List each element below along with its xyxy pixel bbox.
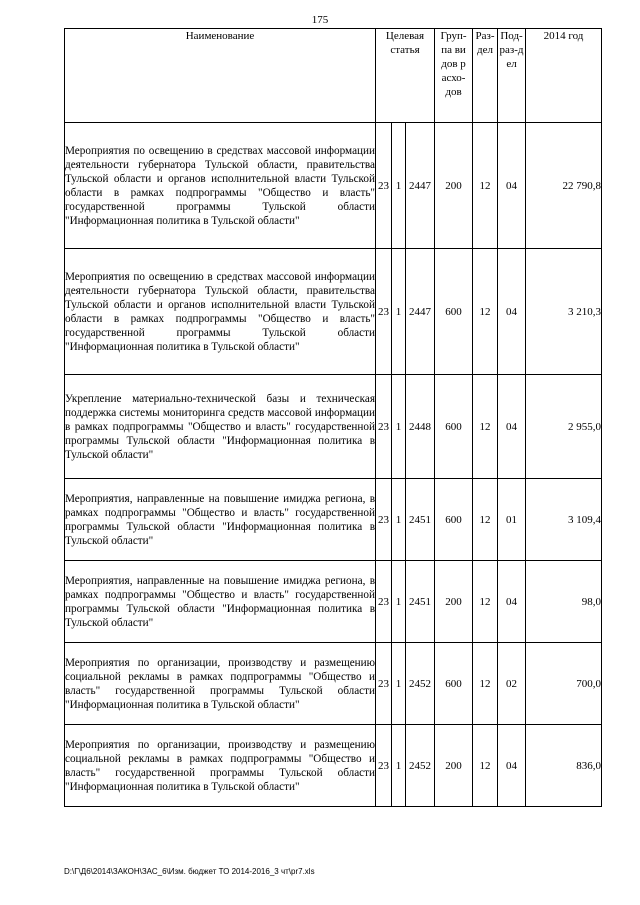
row-name: Мероприятия по организации, производству и размещению социальной рекламы в рамках подпрограммы "Общество и власть" государственной программы Тульской области "Информационная политика в Тульской области" [65,643,376,725]
row-article-program: 23 [376,123,392,249]
row-article-subprogram: 1 [392,123,406,249]
row-article-subprogram: 1 [392,479,406,561]
row-section: 12 [473,479,498,561]
table-row [65,643,602,725]
row-subsection: 04 [498,123,526,249]
row-amount: 98,0 [526,561,602,643]
row-name: Мероприятия, направленные на повышение имиджа региона, в рамках подпрограммы "Общество и власть" государственной программы Тульской области "Информационная политика в Тульской области" [65,479,376,561]
row-subsection: 01 [498,479,526,561]
row-article-code: 2451 [406,561,435,643]
row-article-program: 23 [376,479,392,561]
row-article-subprogram: 1 [392,643,406,725]
table-header-row [65,29,602,123]
row-subsection: 04 [498,725,526,807]
row-name: Мероприятия по организации, производству и размещению социальной рекламы в рамках подпрограммы "Общество и власть" государственной программы Тульской области "Информационная политика в Тульской области" [65,725,376,807]
row-article-code: 2447 [406,249,435,375]
row-amount: 22 790,8 [526,123,602,249]
header-expense-group: Груп-па видов расхо-дов [435,29,473,123]
row-article-program: 23 [376,375,392,479]
header-section: Раз-дел [473,29,498,123]
row-name: Мероприятия, направленные на повышение имиджа региона, в рамках подпрограммы "Общество и власть" государственной программы Тульской области "Информационная политика в Тульской области" [65,561,376,643]
row-article-subprogram: 1 [392,725,406,807]
row-subsection: 04 [498,561,526,643]
row-article-program: 23 [376,643,392,725]
row-article-subprogram: 1 [392,249,406,375]
header-target-article: Целевая статья [376,29,435,123]
row-amount: 3 109,4 [526,479,602,561]
row-expense-group: 600 [435,479,473,561]
row-article-code: 2448 [406,375,435,479]
row-subsection: 04 [498,375,526,479]
row-amount: 700,0 [526,643,602,725]
row-section: 12 [473,643,498,725]
row-section: 12 [473,123,498,249]
table-row [65,479,602,561]
table-row [65,249,602,375]
row-amount: 2 955,0 [526,375,602,479]
row-article-subprogram: 1 [392,561,406,643]
row-section: 12 [473,375,498,479]
budget-table [64,28,602,807]
header-year: 2014 год [526,29,602,123]
row-name: Мероприятия по освещению в средствах массовой информации деятельности губернатора Тульской области, правительства Тульской области и органов исполнительной власти Тульской области в рамках подпрограммы "Общество и власть" государственной программы Тульской области "Информационная политика в Тульской области" [65,249,376,375]
row-article-subprogram: 1 [392,375,406,479]
table-row [65,725,602,807]
row-article-code: 2447 [406,123,435,249]
row-article-program: 23 [376,249,392,375]
row-section: 12 [473,725,498,807]
row-expense-group: 600 [435,375,473,479]
row-article-code: 2452 [406,643,435,725]
table-row [65,123,602,249]
table-row [65,561,602,643]
row-article-code: 2452 [406,725,435,807]
row-name: Укрепление материально-технической базы и техническая поддержка системы мониторинга средств массовой информации в рамках подпрограммы "Общество и власть" государственной программы Тульской области "Информационная политика в Тульской области" [65,375,376,479]
row-expense-group: 200 [435,123,473,249]
page-number: 175 [311,14,329,26]
row-article-program: 23 [376,561,392,643]
row-expense-group: 200 [435,561,473,643]
header-name: Наименование [65,29,376,123]
row-subsection: 04 [498,249,526,375]
row-article-program: 23 [376,725,392,807]
row-expense-group: 600 [435,249,473,375]
row-amount: 836,0 [526,725,602,807]
row-expense-group: 600 [435,643,473,725]
row-article-code: 2451 [406,479,435,561]
footer-file-path: D:\Г\Д6\2014\ЗАКОН\ЗАС_6\Изм. бюджет ТО 2014-2016_3 чт\pr7.xls [64,867,315,876]
row-section: 12 [473,249,498,375]
table-row [65,375,602,479]
row-amount: 3 210,3 [526,249,602,375]
header-subsection: Под-раз-дел [498,29,526,123]
row-subsection: 02 [498,643,526,725]
row-section: 12 [473,561,498,643]
row-expense-group: 200 [435,725,473,807]
row-name: Мероприятия по освещению в средствах массовой информации деятельности губернатора Тульской области, правительства Тульской области и органов исполнительной власти Тульской области в рамках подпрограммы "Общество и власть" государственной программы Тульской области "Информационная политика в Тульской области" [65,123,376,249]
